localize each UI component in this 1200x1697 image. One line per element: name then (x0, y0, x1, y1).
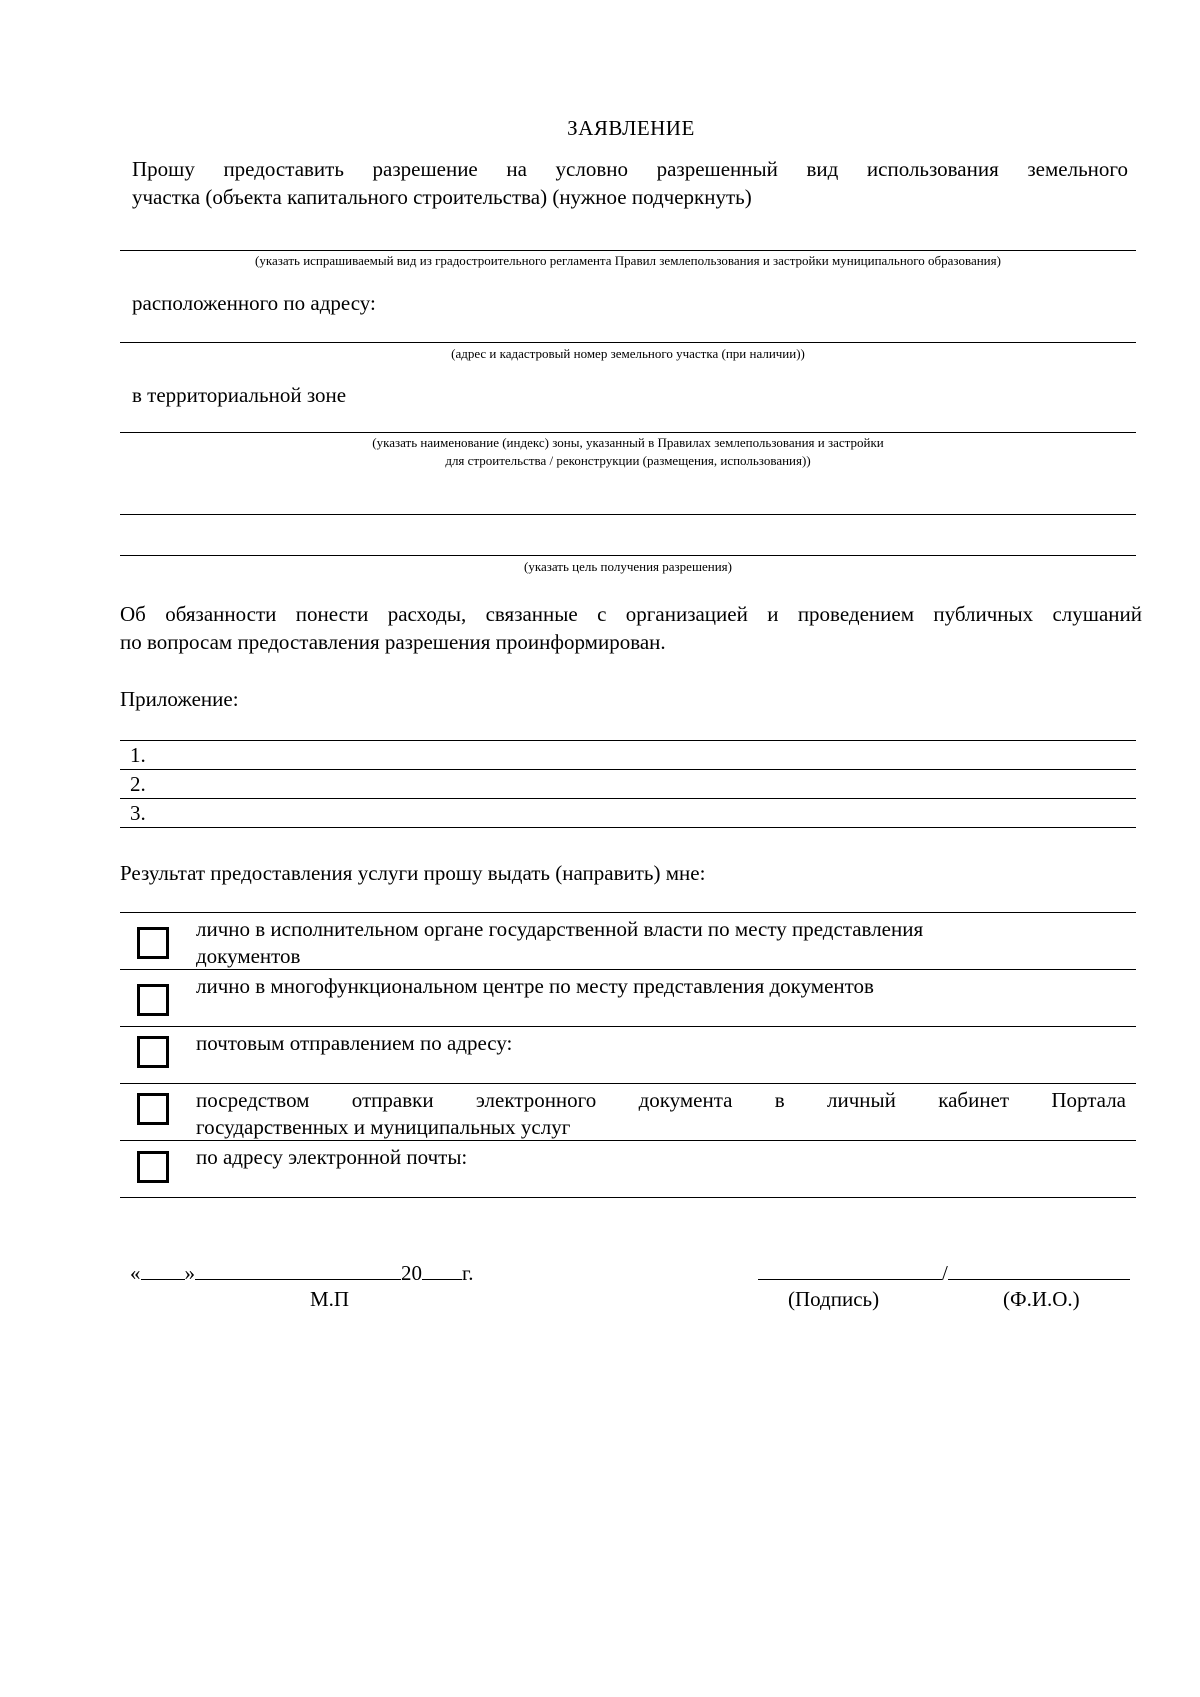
full-name-label: (Ф.И.О.) (1003, 1287, 1080, 1311)
obligation-line-2: по вопросам предоставления разрешения проинформирован. (120, 630, 666, 654)
option-divider-3 (120, 1083, 1136, 1084)
purpose-input-line-1[interactable] (120, 514, 1136, 515)
date-year-blank[interactable] (422, 1259, 462, 1280)
attachment-number-2: 2. (130, 772, 146, 796)
address-input-line[interactable] (120, 342, 1136, 343)
option-in-person-mfc: лично в многофункциональном центре по месту представления документов (196, 974, 874, 998)
checkbox-email[interactable] (137, 1151, 169, 1183)
use-type-hint: (указать испрашиваемый вид из градостроительного регламента Правил землепользования и застройки муниципального образования) (255, 253, 1001, 268)
zone-hint-line-1: (указать наименование (индекс) зоны, указанный в Правилах землепользования и застройки (372, 435, 884, 450)
use-type-input-line[interactable] (120, 250, 1136, 251)
date-open-quote: « (130, 1261, 141, 1285)
attachment-line-1[interactable] (120, 769, 1136, 770)
attachment-line-3[interactable] (120, 827, 1136, 828)
option-divider-2 (120, 1026, 1136, 1027)
address-hint: (адрес и кадастровый номер земельного участка (при наличии)) (451, 346, 805, 361)
full-name-blank[interactable] (948, 1259, 1130, 1280)
stamp-label: М.П (310, 1287, 350, 1311)
attachment-number-3: 3. (130, 801, 146, 825)
date-year-suffix: г. (462, 1261, 474, 1285)
signature-field (758, 1259, 1130, 1286)
option-portal-line-2: государственных и муниципальных услуг (196, 1115, 571, 1139)
purpose-input-line-2[interactable] (120, 555, 1136, 556)
attachment-number-1: 1. (130, 743, 146, 767)
document-title: ЗАЯВЛЕНИЕ (567, 116, 695, 140)
zone-hint-line-2: для строительства / реконструкции (размещения, использования)) (445, 453, 811, 468)
option-postal: почтовым отправлением по адресу: (196, 1031, 513, 1055)
option-email: по адресу электронной почты: (196, 1145, 468, 1169)
date-field (130, 1259, 474, 1286)
date-month-blank[interactable] (195, 1259, 401, 1280)
option-divider-1 (120, 969, 1136, 970)
date-year-prefix: 20 (401, 1261, 422, 1285)
checkbox-postal[interactable] (137, 1036, 169, 1068)
obligation-line-1: Об обязанности понести расходы, связанные с организацией и проведением публичных слушаний (120, 602, 1142, 626)
located-label: расположенного по адресу: (132, 291, 376, 315)
zone-input-line[interactable] (120, 432, 1136, 433)
option-portal-line-1: посредством отправки электронного документа в личный кабинет Портала (196, 1088, 1126, 1112)
option-in-person-authority-line-2: документов (196, 944, 301, 968)
intro-line-1: Прошу предоставить разрешение на условно разрешенный вид использования земельного (132, 157, 1128, 181)
attachments-label: Приложение: (120, 687, 239, 711)
result-label: Результат предоставления услуги прошу выдать (направить) мне: (120, 861, 706, 885)
options-bottom-line (120, 1197, 1136, 1198)
checkbox-in-person-authority[interactable] (137, 927, 169, 959)
purpose-hint: (указать цель получения разрешения) (524, 559, 732, 574)
attachment-line-2[interactable] (120, 798, 1136, 799)
intro-line-2: участка (объекта капитального строительства) (нужное подчеркнуть) (132, 185, 752, 209)
attachments-top-line (120, 740, 1136, 741)
option-in-person-authority-line-1: лично в исполнительном органе государственной власти по месту представления (196, 917, 924, 941)
date-close-quote: » (184, 1261, 195, 1285)
signature-label: (Подпись) (788, 1287, 880, 1311)
options-top-line (120, 912, 1136, 913)
zone-label: в территориальной зоне (132, 383, 347, 407)
checkbox-in-person-mfc[interactable] (137, 984, 169, 1016)
signature-blank[interactable] (758, 1259, 942, 1280)
checkbox-portal[interactable] (137, 1093, 169, 1125)
option-divider-4 (120, 1140, 1136, 1141)
date-day-blank[interactable] (141, 1259, 185, 1280)
signature-separator: / (942, 1261, 948, 1285)
